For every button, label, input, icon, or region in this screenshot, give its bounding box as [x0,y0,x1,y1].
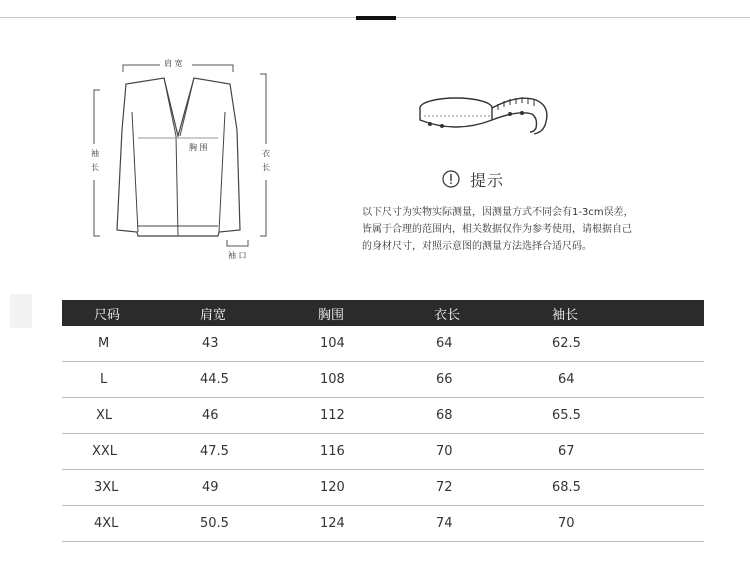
size-chart-table [62,300,704,542]
sleeve-length-label-2: 长 [91,163,99,172]
cell-sleeve: 65.5 [552,398,704,434]
table-row [62,326,704,362]
cell-sleeve: 67 [552,434,704,470]
cell-shoulder: 44.5 [200,362,318,398]
side-marker [10,294,32,328]
notice-line: 的身材尺寸，对照示意图的测量方法选择合适尺码。 [362,241,592,252]
garment-diagram [80,50,280,270]
cell-size: XXL [62,434,200,470]
cell-sleeve: 70 [552,506,704,542]
cell-shoulder: 43 [200,326,318,362]
notice-line: 以下尺寸为实物实际测量，因测量方式不同会有1-3cm误差， [362,207,634,218]
cell-shoulder: 47.5 [200,434,318,470]
cell-length: 72 [434,470,552,506]
exclamation-circle-icon [442,170,460,188]
notice-body [362,204,702,255]
cell-length: 64 [434,326,552,362]
cell-shoulder: 49 [200,470,318,506]
cell-chest: 116 [318,434,434,470]
header-length: 衣长 [434,300,552,326]
cell-chest: 124 [318,506,434,542]
table-header-row [62,300,704,326]
cell-size: 4XL [62,506,200,542]
cell-chest: 120 [318,470,434,506]
cell-size: XL [62,398,200,434]
cell-chest: 112 [318,398,434,434]
header-size: 尺码 [62,300,200,326]
chest-label: 胸 围 [189,143,208,152]
cell-shoulder: 46 [200,398,318,434]
cell-length: 70 [434,434,552,470]
cell-length: 66 [434,362,552,398]
header-sleeve: 袖长 [552,300,704,326]
cuff-label: 袖 口 [228,251,247,260]
notice-line: 皆属于合理的范围内，相关数据仅作为参考使用，请根据自己 [362,224,632,235]
cell-sleeve: 68.5 [552,470,704,506]
cell-size: L [62,362,200,398]
body-length-label-2: 长 [262,163,270,172]
cell-size: 3XL [62,470,200,506]
sleeve-length-label-1: 袖 [91,149,99,158]
header-chest: 胸围 [318,300,434,326]
shoulder-width-label: 肩 宽 [164,59,183,68]
notice-title: 提示 [470,170,505,190]
cell-chest: 104 [318,326,434,362]
measuring-tape-icon [418,88,558,148]
cell-chest: 108 [318,362,434,398]
cell-size: M [62,326,200,362]
table-row [62,362,704,398]
table-row [62,434,704,470]
cell-length: 74 [434,506,552,542]
table-row [62,470,704,506]
cell-shoulder: 50.5 [200,506,318,542]
notice-heading [442,168,504,190]
header-shoulder: 肩宽 [200,300,318,326]
table-row [62,398,704,434]
cell-sleeve: 62.5 [552,326,704,362]
top-accent-bar [356,16,396,20]
jacket-illustration [80,50,280,270]
body-length-label-1: 衣 [262,149,270,158]
cell-length: 68 [434,398,552,434]
cell-sleeve: 64 [552,362,704,398]
table-row [62,506,704,542]
